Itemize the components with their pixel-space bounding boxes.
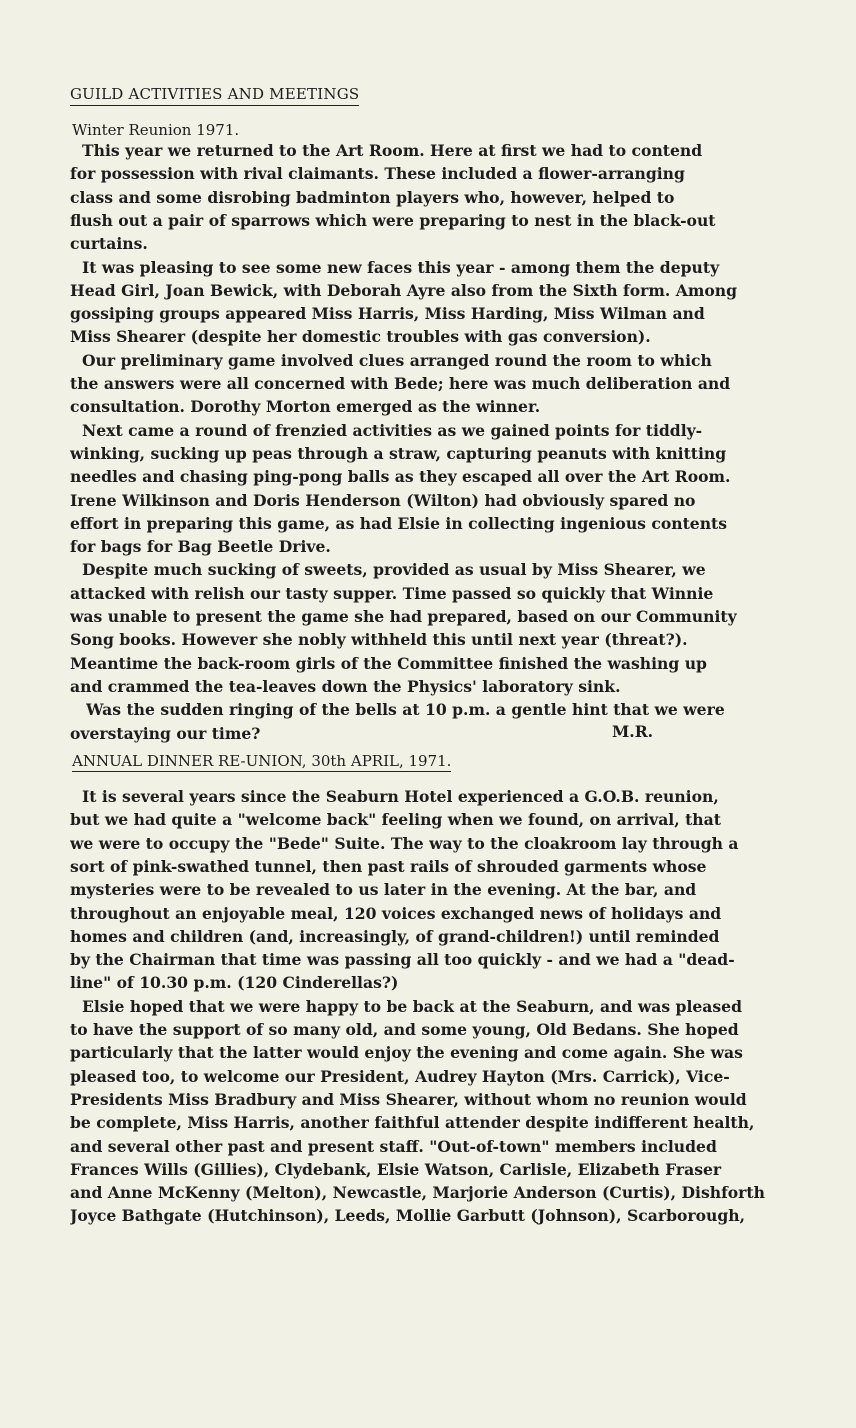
text-line: Despite much sucking of sweets, provided as usual by Miss Shearer, we xyxy=(82,560,706,580)
text-line: flush out a pair of sparrows which were preparing to nest in the black-out xyxy=(70,210,716,230)
text-line: be complete, Miss Harris, another faithful attender despite indifferent health, xyxy=(70,1113,755,1133)
text-line: homes and children (and, increasingly, of grand-children!) until reminded xyxy=(70,926,720,946)
author-signature: M.R. xyxy=(612,722,654,741)
text-line: but we had quite a "welcome back" feeling when we found, on arrival, that xyxy=(70,810,721,830)
text-line: class and some disrobing badminton players who, however, helped to xyxy=(70,187,675,207)
text-line: winking, sucking up peas through a straw, capturing peanuts with knitting xyxy=(70,443,727,463)
section-title-annual-dinner: ANNUAL DINNER RE-UNION, 30th APRIL, 1971. xyxy=(72,752,452,770)
text-line: gossiping groups appeared Miss Harris, Miss Harding, Miss Wilman and xyxy=(70,304,705,324)
page-heading: GUILD ACTIVITIES AND MEETINGS xyxy=(70,85,359,106)
text-line: This year we returned to the Art Room. Here at first we had to contend xyxy=(82,141,703,160)
text-line: Next came a round of frenzied activities as we gained points for tiddly- xyxy=(82,420,703,440)
text-line: and Anne McKenny (Melton), Newcastle, Marjorie Anderson (Curtis), Dishforth xyxy=(70,1183,765,1203)
text-line: attacked with relish our tasty supper. Time passed so quickly that Winnie xyxy=(70,583,714,603)
text-line: particularly that the latter would enjoy the evening and come again. She was xyxy=(70,1043,743,1063)
text-line: Frances Wills (Gillies), Clydebank, Elsie Watson, Carlisle, Elizabeth Fraser xyxy=(70,1159,722,1179)
text-line: Elsie hoped that we were happy to be back at the Seaburn, and was pleased xyxy=(82,996,743,1016)
text-line: Head Girl, Joan Bewick, with Deborah Ayre also from the Sixth form. Among xyxy=(70,280,737,300)
text-line: by the Chairman that time was passing all too quickly - and we had a "dead- xyxy=(70,950,735,970)
text-line: for bags for Bag Beetle Drive. xyxy=(70,537,331,557)
text-line: we were to occupy the "Bede" Suite. The way to the cloakroom lay through a xyxy=(70,833,739,853)
text-line: Miss Shearer (despite her domestic troubles with gas conversion). xyxy=(70,327,651,347)
text-line: Our preliminary game involved clues arranged round the room to which xyxy=(82,350,712,370)
text-line: Irene Wilkinson and Doris Henderson (Wilton) had obviously spared no xyxy=(70,490,696,510)
text-line: It is several years since the Seaburn Hotel experienced a G.O.B. reunion, xyxy=(82,787,719,806)
text-line: the answers were all concerned with Bede; here was much deliberation and xyxy=(70,374,731,393)
text-line: to have the support of so many old, and some young, Old Bedans. She hoped xyxy=(70,1020,739,1039)
text-line: Joyce Bathgate (Hutchinson), Leeds, Mollie Garbutt (Johnson), Scarborough, xyxy=(70,1206,746,1226)
text-line: needles and chasing ping-pong balls as they escaped all over the Art Room. xyxy=(70,467,731,487)
text-line: throughout an enjoyable meal, 120 voices exchanged news of holidays and xyxy=(70,903,722,923)
text-line: for possession with rival claimants. These included a flower-arranging xyxy=(70,164,685,184)
text-line: Song books. However she nobly withheld this until next year (threat?). xyxy=(70,630,688,650)
text-line: sort of pink-swathed tunnel, then past rails of shrouded garments whose xyxy=(70,856,707,876)
text-line: and several other past and present staff. "Out-of-town" members included xyxy=(70,1136,717,1156)
text-line: curtains. xyxy=(70,234,148,254)
text-line: mysteries were to be revealed to us later in the evening. At the bar, and xyxy=(70,880,697,900)
text-line: Presidents Miss Bradbury and Miss Shearer, without whom no reunion would xyxy=(70,1089,747,1109)
text-line: pleased too, to welcome our President, Audrey Hayton (Mrs. Carrick), Vice- xyxy=(70,1066,730,1086)
text-line: line" of 10.30 p.m. (120 Cinderellas?) xyxy=(70,973,399,993)
text-line: consultation. Dorothy Morton emerged as the winner. xyxy=(70,397,541,417)
text-line: effort in preparing this game, as had Elsie in collecting ingenious contents xyxy=(70,513,728,533)
text-line: Meantime the back-room girls of the Committee finished the washing up xyxy=(70,653,707,673)
text-line: and crammed the tea-leaves down the Physics' laboratory sink. xyxy=(70,676,621,696)
text-line: It was pleasing to see some new faces this year - among them the deputy xyxy=(82,257,720,277)
text-line: overstaying our time? xyxy=(70,723,261,743)
section-title-winter-reunion: Winter Reunion 1971. xyxy=(72,121,240,139)
text-line: was unable to present the game she had prepared, based on our Community xyxy=(70,607,737,626)
text-line: Was the sudden ringing of the bells at 10 p.m. a gentle hint that we were xyxy=(86,700,725,720)
